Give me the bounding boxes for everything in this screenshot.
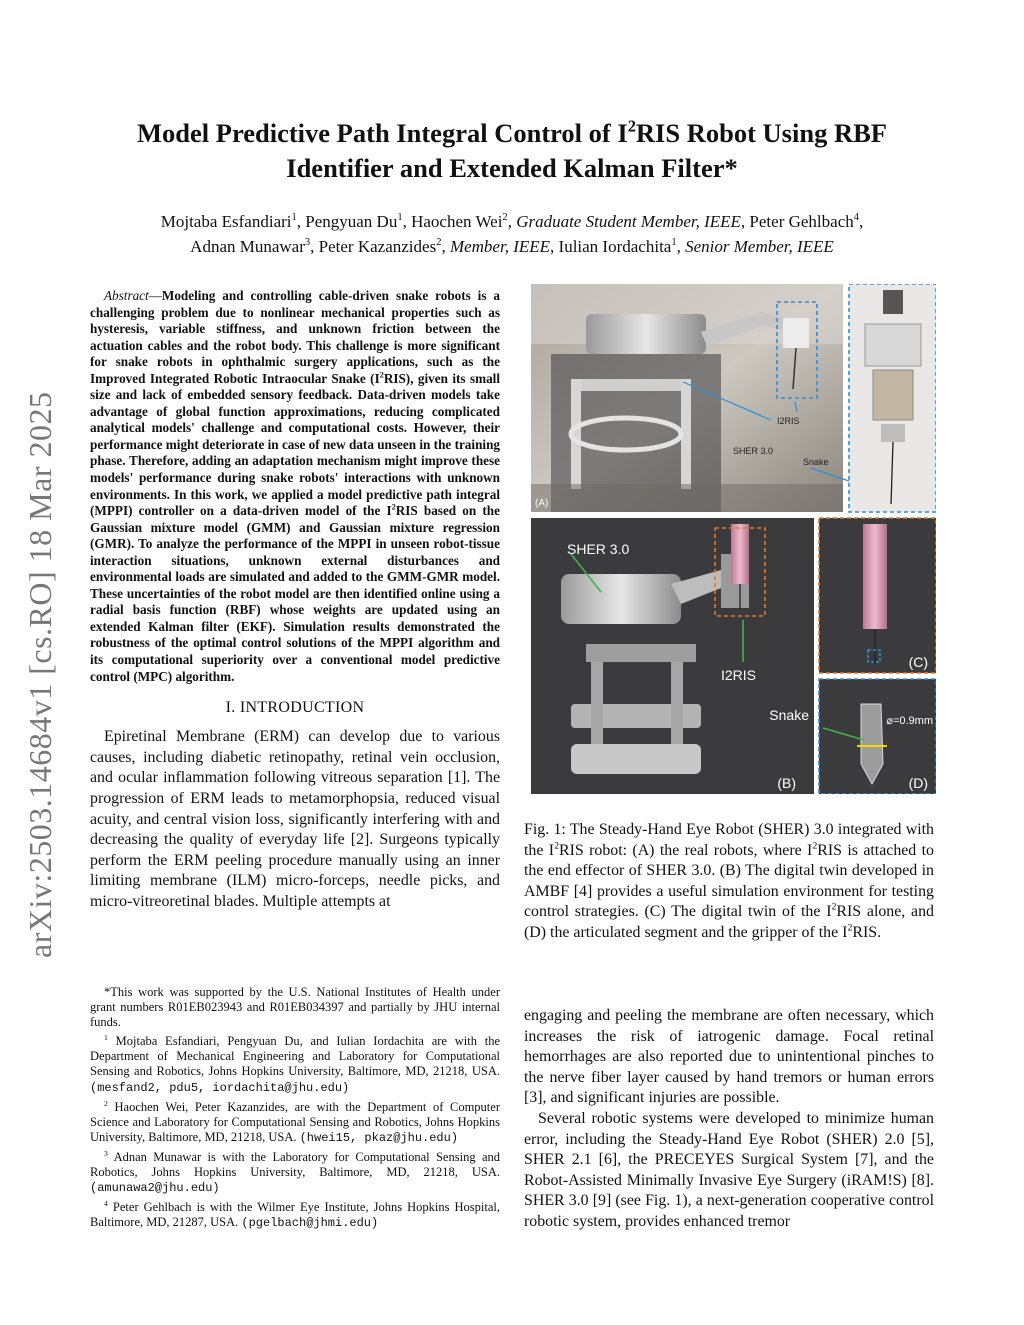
caption-text: Fig. 1: The Steady-Hand Eye Robot (SHER) 3.0 integrated with the I [524, 821, 934, 859]
panel-c-label: (C) [908, 654, 928, 670]
arxiv-identifier: arXiv:2503.14684v1 [cs.RO] 18 Mar 2025 [22, 391, 58, 958]
title-part-2: RIS Robot Using RBF [635, 118, 887, 148]
abstract-text: Modeling and controlling cable-driven snake robots is a challenging problem due to nonlinear mechanical properties such as hysteresis, variable stiffness, and unknown friction between the actuation cables and the robot body. This challenge is more significant for snake robots in ophthalmic surgery applications, such as the Improved Integrated Robotic Intraocular Snake (I [90, 288, 500, 386]
footnote-text: Haochen Wei, Peter Kazanzides, are with the Department of Computer Science and Laboratory for Computational Sensing and Robotics, Johns Hopkins University, Baltimore, MD, 21218, USA. [90, 1099, 500, 1144]
figure-caption [524, 820, 934, 944]
section-heading: I. INTRODUCTION [225, 699, 365, 717]
i2ris-body [873, 370, 913, 420]
footnote-number: 4 [104, 1199, 108, 1209]
panel-c [819, 518, 936, 673]
author-role: Senior Member, IEEE [685, 236, 834, 256]
label-sher-render: SHER 3.0 [567, 541, 630, 557]
affiliation-mark: 1 [397, 212, 403, 224]
footnote-email: (mesfand2, pdu5, iordachita@jhu.edu) [90, 1080, 350, 1095]
panel-a-photo [531, 284, 881, 512]
panel-b-render [531, 518, 814, 794]
body-text: Several robotic systems were developed to minimize human error, including the Steady-Hand Eye Robot (SHER) 2.0 [5], SHER 2.1 [6], the PRECEYES Surgical System [7], and the Robot-Assisted Minimally Invasive Eye Surgery (iRAM!S) [8]. SHER 3.0 [9] (see Fig. 1), a next-generation cooperative control robotic system, provides enhanced tremor [524, 1109, 934, 1230]
footnote-text: Peter Gehlbach is with the Wilmer Eye Institute, Johns Hopkins Hospital, Baltimore, MD, 21287, USA. [90, 1200, 501, 1230]
panel-a-zoom [849, 284, 936, 512]
caption-text: RIS is attached to the end effector of SHER 3.0. (B) The digital twin developed in AMBF [4] provides a useful simulation environment for testing control strategies. (C) The digital twin of the I [524, 841, 934, 921]
intro-text: Epiretinal Membrane (ERM) can develop due to various causes, including diabetic retinopathy, retinal vein occlusion, and ocular inflammation following vitreous separation [1]. The progression of ERM leads to metamorphopsia, reduced visual acuity, and central vision loss, significantly interfering with and decreasing the quality of everyday life [2]. Surgeons typically perform the ERM peeling procedure manually using an inner limiting membrane (ILM) micro-forceps, needle picks, and micro-vitreoretinal blades. Multiple attempts at [90, 728, 500, 910]
author-role: Graduate Student Member, IEEE [516, 212, 741, 231]
author-name: Peter Kazanzides [318, 236, 437, 256]
render-base [571, 744, 701, 774]
funding-footnote: *This work was supported by the U.S. National Institutes of Health under grant numbers R01EB023943 and R01EB034397 and partially by JHU internal funds. [90, 985, 500, 1030]
figure-1-graphic [531, 284, 936, 794]
caption-text: RIS alone, and (D) the articulated segment and the gripper of the I [524, 903, 934, 941]
render-ring [586, 644, 696, 662]
panel-d-label: (D) [908, 775, 928, 791]
abstract-text: RIS based on the Gaussian mixture model (GMM) and Gaussian mixture regression (GMR). To analyze the performance of the MPPI in unseen robot-tissue interaction situations, unknown external disturbances and environmental loads are simulated and added to the GMM-GMR model. These uncertainties of the robot model are then identified online using a radial basis function (RBF) whose weights are updated using an extended Kalman filter (EKF). Simulation results demonstrated the robustness of the optimal control solutions of the MPPI algorithm and its computational superiority over a conventional model predictive control (MPC) algorithm. [90, 503, 500, 684]
label-i2ris-photo: I2RIS [777, 416, 800, 426]
author-name: Peter Gehlbach [749, 212, 854, 231]
panel-d [819, 679, 936, 794]
footnote-email: (amunawa2@jhu.edu) [90, 1181, 220, 1196]
i2ris-tip-holder [881, 424, 905, 442]
abstract-text: RIS), given its small size and lack of embedded sensory feedback. Data-driven models take advantage of global function approximations, reducing complicated analytical models' challenge and computational costs. However, their performance might deteriorate in case of new data unseen in the training phase. Therefore, adding an adaptation mechanism might improve these models' performance during snake robots' interactions with unknown environments. In this work, we applied a model predictive path integral (MPPI) controller on a data-driven model of the I [90, 370, 500, 519]
diameter-label: ⌀=0.9mm [886, 715, 933, 727]
robot-frame-bar [571, 379, 691, 391]
right-column-body [524, 1006, 934, 1233]
abstract-superscript: 2 [379, 370, 384, 380]
caption-text: RIS robot: (A) the real robots, where I [559, 841, 813, 859]
author-name: Mojtaba Esfandiari [160, 212, 292, 231]
footnote-number: 1 [104, 1033, 108, 1043]
intro-paragraph [90, 727, 500, 912]
author-name: Adnan Munawar [190, 236, 305, 256]
label-snake-photo: Snake [803, 457, 829, 467]
footnote-number: 3 [104, 1148, 108, 1158]
abstract-superscript: 2 [391, 502, 396, 512]
panel-c-rod [863, 524, 887, 629]
body-paragraph [524, 1109, 934, 1233]
i2ris-motor [883, 290, 903, 314]
author-name: Iulian Iordachita [558, 236, 672, 256]
title-part-1: Model Predictive Path Integral Control of I [137, 118, 628, 148]
title-superscript: 2 [627, 116, 636, 136]
affiliation-mark: 1 [671, 236, 677, 248]
left-column [90, 288, 500, 912]
caption-sup: 2 [554, 840, 559, 852]
caption-sup: 2 [831, 901, 837, 913]
render-i2ris-rod [731, 524, 749, 584]
affiliation-mark: 3 [304, 236, 311, 248]
label-sher-photo: SHER 3.0 [733, 446, 774, 456]
affiliation-mark: 2 [502, 212, 508, 224]
i2ris-mount [783, 318, 809, 348]
footnote-email: (hwei15, pkaz@jhu.edu) [299, 1130, 459, 1145]
i2ris-housing [865, 324, 921, 366]
author-name: Pengyuan Du [305, 212, 398, 231]
footnote-text: Adnan Munawar is with the Laboratory for Computational Sensing and Robotics, Johns Hopkins University, Baltimore, MD, 21218, USA. [90, 1149, 500, 1180]
footnote-text: Mojtaba Esfandiari, Pengyuan Du, and Iulian Iordachita are with the Department of Mechanical Engineering and Laboratory for Computational Sensing and Robotics, Johns Hopkins University, Baltimore, MD, 21218, USA. [90, 1034, 500, 1079]
footnotes [90, 985, 500, 1235]
paper-title [80, 116, 944, 186]
affiliation-mark: 1 [291, 212, 297, 224]
author-list: Mojtaba Esfandiari$^1$, Pengyuan Du$^1$, Haochen Wei$^2$, Graduate Student Member, IEEE, Peter Gehlbach$^4$, Adnan Munawar$^3$, Peter Kazanzides$^2$, Member, IEEE, Iulian Iordachita$^1$, Senior Member, IEEE [160, 212, 864, 256]
panel-b-label: (B) [777, 775, 796, 791]
title-line-2: Identifier and Extended Kalman Filter* [286, 153, 738, 183]
render-sher-arm [561, 574, 681, 624]
label-snake-render: Snake [769, 707, 809, 723]
body-paragraph: engaging and peeling the membrane are often necessary, which increases the risk of iatrogenic damage. Focal retinal hemorrhages are also reported due to unintentional pinches to the nerve fiber layer caused by hand tremors or human errors [3], and significant injuries are possible. [524, 1007, 934, 1107]
abstract-label: Abstract [104, 288, 149, 303]
affiliation-mark: 4 [853, 212, 860, 224]
figure-1 [531, 284, 936, 794]
caption-text: RIS. [852, 923, 882, 941]
author-role: Member, IEEE [449, 236, 551, 256]
author-name: Haochen Wei [411, 212, 503, 231]
abstract: Abstract—Modeling and controlling cable-driven snake robots is a challenging problem due to nonlinear mechanical properties such as hysteresis, variable stiffness, and unknown friction between the actuation cables and the robot body. This challenge is more significant for snake robots in ophthalmic surgery applications, such as the Improved Integrated Robotic Intraocular Snake $(I^2RIS)$, given its small size and lack of embedded sensory feedback. Data-driven models take advantage of global function approximations, reducing complicated analytical models' challenge and computational costs. However, their performance might deteriorate in case of new data unseen in the training phase. Therefore, adding an adaptation mechanism might improve these models' performance during snake robots' interactions with unknown environments. In this work, we applied a model predictive path integral (MPPI) controller on a data-driven model of the $I^2RIS$ based on the Gaussian mixture model (GMM) and Gaussian mixture regression (GMR). To analyze the performance of the MPPI in unseen robot-tissue interaction situations, unknown external disturbances and environmental loads are simulated and added to the GMM-GMR model. These uncertainties of the robot model are then identified online using a radial basis function (RBF) whose weights are updated using an extended Kalman filter (EKF). Simulation results demonstrated the robustness of the optimal control solutions of the MPPI algorithm and its computational superiority over a conventional model predictive control (MPC) algorithm. [90, 288, 500, 684]
affiliation-mark: 2 [436, 236, 442, 248]
footnote-email: (pgelbach@jhmi.edu) [241, 1216, 379, 1231]
panel-a-label: (A) [535, 498, 549, 509]
caption-sup: 2 [812, 840, 818, 852]
sher-arm [586, 314, 706, 354]
footnote-number: 2 [104, 1098, 108, 1108]
label-i2ris-render: I2RIS [721, 667, 757, 683]
caption-sup: 2 [847, 922, 853, 934]
